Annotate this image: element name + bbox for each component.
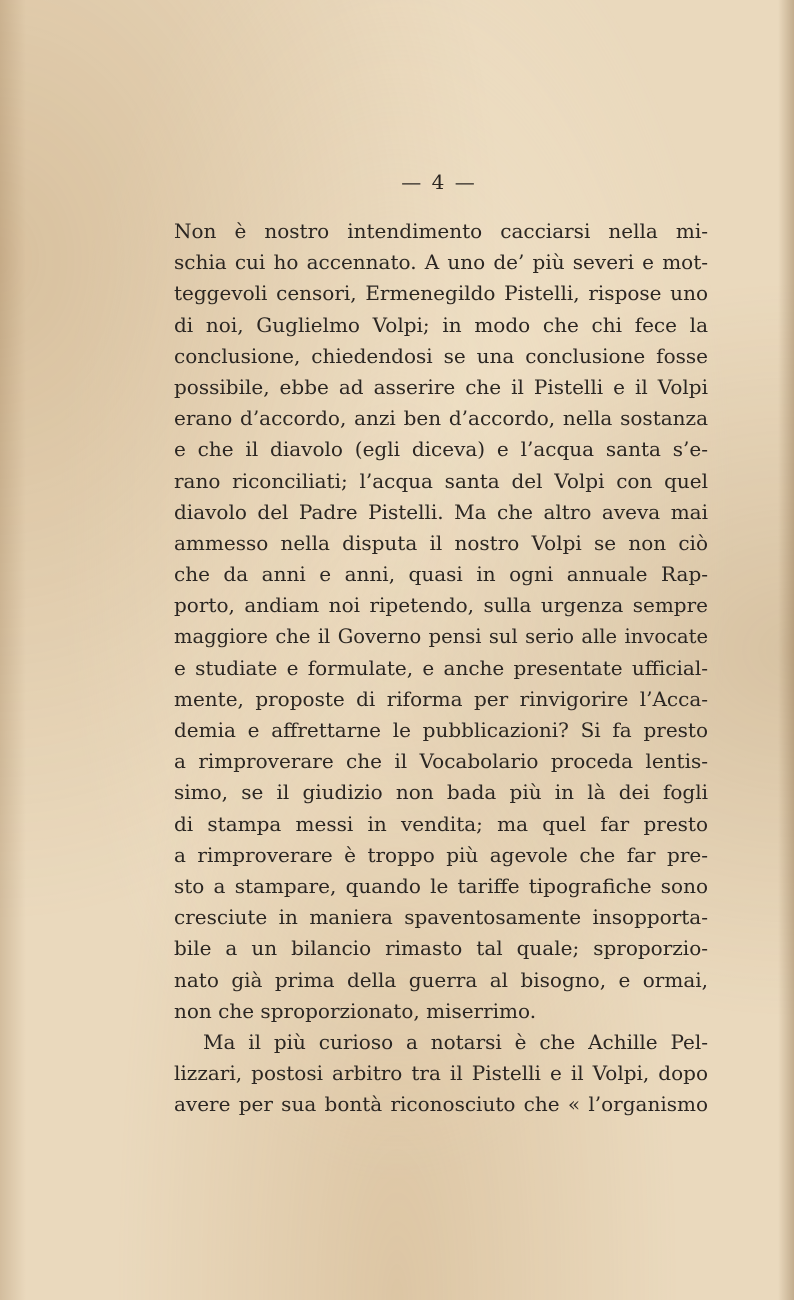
text-line: sto a stampare, quando le tariffe tipografiche sono <box>174 873 708 898</box>
text-line: Ma il più curioso a notarsi è che Achille Pel- <box>203 1029 708 1054</box>
text-line: simo, se il giudizio non bada più in là dei fogli <box>174 780 708 805</box>
page-shadow-left <box>0 0 26 1300</box>
text-line: possibile, ebbe ad asserire che il Pistelli e il Volpi <box>174 374 708 399</box>
page-number: — 4 — <box>401 170 477 194</box>
text-line: erano d’accordo, anzi ben d’accordo, nella sostanza <box>174 406 708 431</box>
text-line: che da anni e anni, quasi in ogni annuale Rap- <box>174 562 708 587</box>
text-line: di noi, Guglielmo Volpi; in modo che chi fece la <box>174 312 708 337</box>
text-line: mente, proposte di riforma per rinvigorire l’Acca- <box>174 686 708 711</box>
text-line: schia cui ho accennato. A uno de’ più severi e mot- <box>174 250 708 275</box>
text-line: e che il diavolo (egli diceva) e l’acqua santa s’e- <box>174 437 708 462</box>
text-line: rano riconciliati; l’acqua santa del Volpi con quel <box>174 468 708 493</box>
text-line: diavolo del Padre Pistelli. Ma che altro aveva mai <box>174 499 708 524</box>
text-line: e studiate e formulate, e anche presentate ufficial- <box>174 655 708 680</box>
page-shadow-right <box>778 0 794 1300</box>
body-text <box>174 216 708 1120</box>
text-line: demia e affrettarne le pubblicazioni? Si fa presto <box>174 718 708 742</box>
text-line: conclusione, chiedendosi se una conclusione fosse <box>174 343 708 368</box>
text-line: non che sproporzionato, miserrimo. <box>174 998 537 1023</box>
text-line: avere per sua bontà riconosciuto che « l’organismo <box>174 1092 708 1117</box>
text-line: a rimproverare è troppo più agevole che far pre- <box>174 842 708 867</box>
text-line: bile a un bilancio rimasto tal quale; sproporzio- <box>174 936 708 961</box>
text-line: di stampa messi in vendita; ma quel far presto <box>174 811 708 836</box>
text-line: a rimproverare che il Vocabolario proceda lentis- <box>174 749 708 774</box>
text-line: porto, andiam noi ripetendo, sulla urgenza sempre <box>174 593 708 618</box>
text-line: Non è nostro intendimento cacciarsi nella mi- <box>174 219 708 243</box>
text-line: lizzari, postosi arbitro tra il Pistelli e il Volpi, dopo <box>174 1061 708 1086</box>
text-line: maggiore che il Governo pensi sul serio alle invocate <box>174 625 708 649</box>
text-line: cresciute in maniera spaventosamente insopporta- <box>174 905 708 930</box>
text-line: teggevoli censori, Ermenegildo Pistelli, rispose uno <box>174 281 708 306</box>
text-line: nato già prima della guerra al bisogno, e ormai, <box>174 967 708 992</box>
text-line: ammesso nella disputa il nostro Volpi se non ciò <box>174 530 708 555</box>
